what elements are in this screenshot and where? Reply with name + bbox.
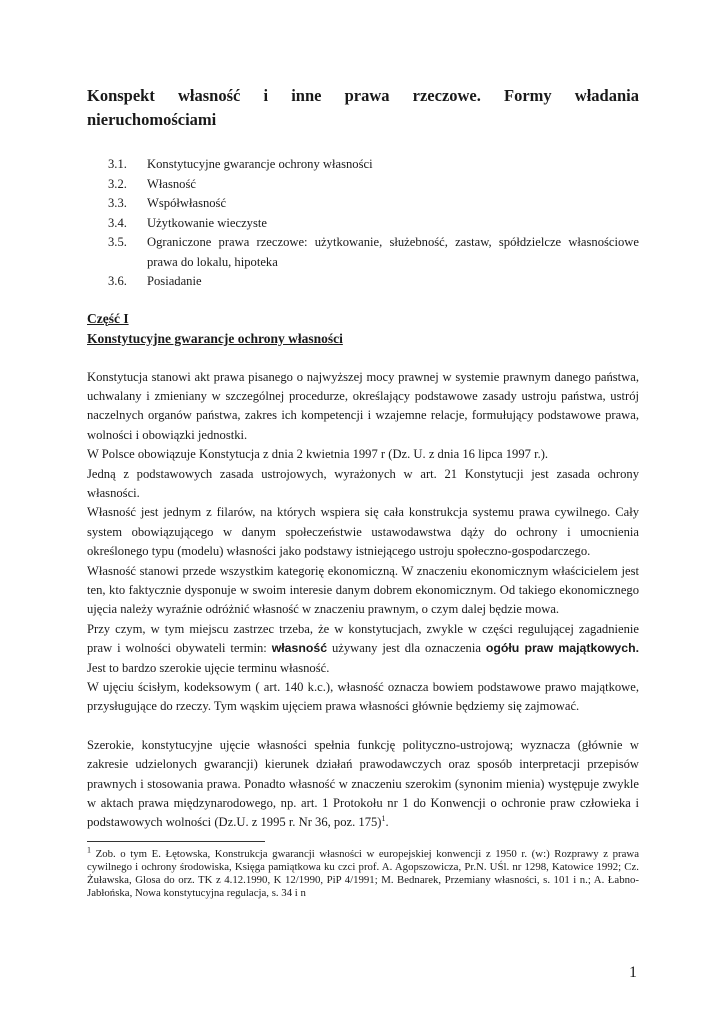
toc-item: 3.4. Użytkowanie wieczyste <box>108 215 267 230</box>
footnote: $^1$ Zob. o tym E. Łętowska, Konstrukcja gwarancji własności w europejskiej konwencji z 1950 r. (w:) Rozprawy z prawa cywilnego i ochrony środowiska, Księga pamiątkowa ku czci prof. A. Agopszowicza, Pr.N. UŚl. nr 1298, Katowice 1992; Cz. Żuławska, Glosa do orz. TK z 4.12.1990, K 12/1990, PiP 4/1991; M. Bednarek, Przemiany własności, s. 101 i n.; A. Łabno-Jabłońska, Nowa konstytucyjna regulacja, s. 34 i n <box>87 845 639 900</box>
paragraph: W Polsce obowiązuje Konstytucja z dnia 2 kwietnia 1997 r (Dz. U. z dnia 16 lipca 1997 r.). <box>87 447 549 462</box>
page-title: Konspekt własność i inne prawa rzeczowe. Formy władania nieruchomościami <box>87 86 639 129</box>
footnote-mark: 1 <box>87 845 91 855</box>
paragraph: Przy czym, w tym miejscu zastrzec trzeba, że w konstytucjach, zwykle w części regulującej zagadnienie praw i wolności obywateli termin: własność używany jest dla oznaczenia ogółu praw majątkowych. Jest to bardzo szerokie ujęcie terminu własność. <box>87 621 640 675</box>
toc-item: 3.3. Współwłasność <box>108 196 227 210</box>
footnote-divider <box>87 841 265 842</box>
toc-item: 3.6. Posiadanie <box>108 274 202 288</box>
toc-item: 3.1. Konstytucyjne gwarancje ochrony własności <box>108 157 373 171</box>
paragraph: Własność stanowi przede wszystkim kategorię ekonomiczną. W znaczeniu ekonomicznym właścicielem jest ten, kto faktycznie dysponuje w swoim interesie danym dobrem ekonomicznym. Od takiego ekonomicznego ujęcia należy wyraźnie odróżnić własność w znaczeniu prawnym, o czym dalej będzie mowa. <box>87 563 639 617</box>
paragraph: Szerokie, konstytucyjne ujęcie własności spełnia funkcję polityczno-ustrojową; wyznacza (głównie w zakresie udzielonych gwarancji) kierunek działań prawodawczych oraz sposób interpretacji przepisów prawnych i stosowania prawa. Ponadto własność w znaczeniu szerokim (synonim mienia) występuje zwykle w aktach prawa międzynarodowego, np. art. 1 Protokołu nr 1 do Konwencji o ochronie praw człowieka i podstawowych wolności (Dz.U. z 1995 r. Nr 36, poz. 175)$^1$. <box>87 737 639 830</box>
section-heading <box>87 309 639 349</box>
page-number: 1 <box>629 964 637 981</box>
bold-term: ogółu praw majątkowych. <box>485 641 640 656</box>
paragraph: Jedną z podstawowych zasada ustrojowych, wyrażonych w art. 21 Konstytucji jest zasada ochrony własności. <box>87 466 639 500</box>
paragraph: Konstytucja stanowi akt prawa pisanego o najwyższej mocy prawnej w systemie prawnym danego państwa, uchwalany i zmieniany w szczególnej procedurze, określający podstawowe zasady ustroju państwa, ustrój naczelnych organów państwa, zakres ich kompetencji i wzajemne relacje, formułujący podstawowe prawa, wolności i obowiązki jednostki. <box>87 369 639 442</box>
paragraph: Własność jest jednym z filarów, na których wspiera się cała konstrukcja systemu prawa cywilnego. Cały system obowiązującego w danym społeczeństwie ustawodawstwa dąży do ochrony i umocnienia określonego typu (modelu) własności jako podstawy istniejącego ustroju społeczno-gospodarczego. <box>87 505 639 559</box>
bold-term: własność <box>271 641 328 656</box>
paragraph: W ujęciu ścisłym, kodeksowym ( art. 140 k.c.), własność oznacza bowiem podstawowe prawo majątkowe, przysługujące do rzeczy. Tym wąskim ujęciem prawa własności głównie będziemy się zajmować. <box>87 680 639 714</box>
document-page <box>87 84 639 901</box>
toc-item: 3.2. Własność <box>108 176 196 191</box>
table-of-contents <box>87 155 639 292</box>
toc-item: 3.5. Ograniczone prawa rzeczowe: użytkowanie, służebność, zastaw, spółdzielcze własnościowe prawa do lokalu, hipoteka <box>108 235 639 269</box>
part-label: Część I <box>87 310 129 326</box>
footnote-reference[interactable]: 1 <box>381 814 386 824</box>
part-title: Konstytucyjne gwarancje ochrony własności <box>87 330 343 346</box>
